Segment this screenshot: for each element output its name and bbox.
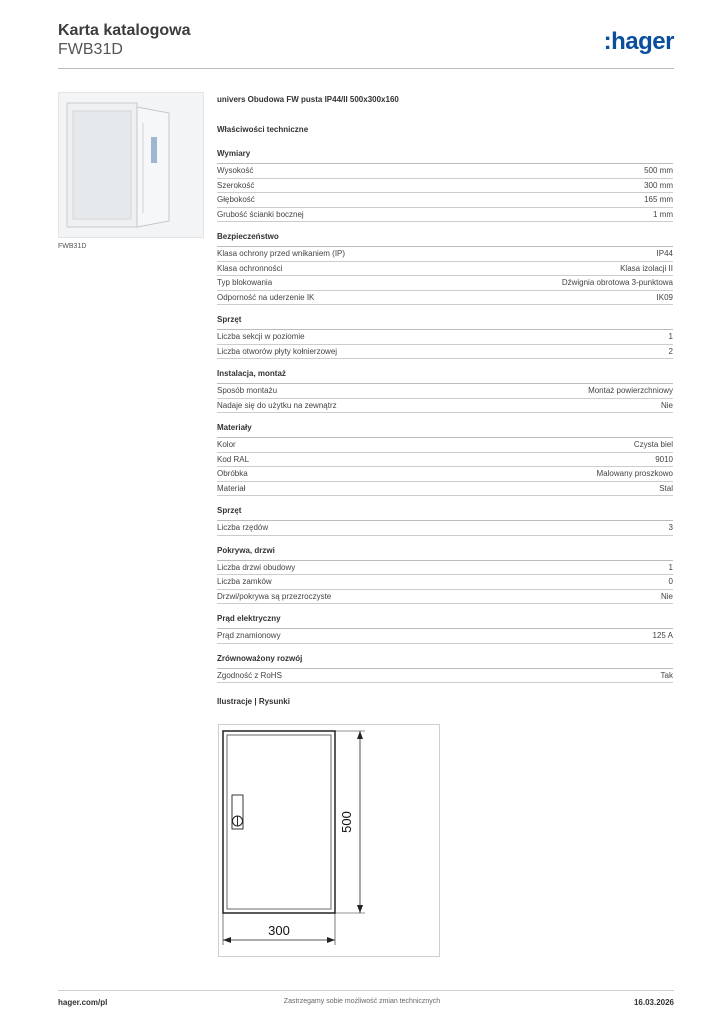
- spec-section: [217, 149, 673, 222]
- spec-value: IK09: [656, 292, 673, 302]
- spec-row: [217, 575, 673, 590]
- spec-row: [217, 669, 673, 684]
- spec-label: Klasa ochrony przed wnikaniem (IP): [217, 249, 346, 258]
- spec-value: 9010: [655, 454, 673, 464]
- spec-row: [217, 438, 673, 453]
- spec-row: [217, 208, 673, 223]
- spec-row: [217, 453, 673, 468]
- section-title: Instalacja, montaż: [217, 369, 673, 384]
- spec-label: Nadaje się do użytku na zewnątrz: [217, 400, 337, 410]
- spec-value: Tak: [660, 670, 673, 680]
- spec-value: Nie: [660, 591, 673, 601]
- section-title: Bezpieczeństwo: [217, 232, 673, 247]
- spec-label: Materiał: [217, 483, 246, 493]
- spec-row: [217, 164, 673, 179]
- spec-row: [217, 521, 673, 536]
- spec-value: Nie: [660, 400, 673, 410]
- spec-value: 1: [668, 562, 673, 572]
- section-title: Zrównoważony rozwój: [217, 654, 673, 669]
- spec-label: Kod RAL: [217, 454, 250, 464]
- page-header: [58, 20, 674, 66]
- section-title: Pokrywa, drzwi: [217, 546, 673, 561]
- spec-section: [217, 315, 673, 359]
- spec-section: [217, 232, 673, 305]
- spec-section: [217, 506, 673, 536]
- spec-row: [217, 482, 673, 497]
- spec-row: [217, 179, 673, 194]
- spec-value: 165 mm: [644, 195, 673, 204]
- spec-label: Liczba drzwi obudowy: [217, 562, 296, 572]
- spec-label: Drzwi/pokrywa są przezroczyste: [217, 591, 332, 601]
- spec-label: Wysokość: [217, 166, 254, 175]
- spec-value: 3: [668, 523, 673, 532]
- spec-row: [217, 561, 673, 576]
- product-photo: [58, 92, 204, 238]
- spec-value: 125 A: [652, 631, 673, 640]
- spec-label: Prąd znamionowy: [217, 631, 281, 640]
- section-title: Prąd elektryczny: [217, 614, 673, 629]
- spec-label: Szerokość: [217, 180, 255, 190]
- document-title: Karta katalogowa: [58, 22, 191, 39]
- spec-content: [217, 95, 673, 709]
- spec-row: [217, 193, 673, 208]
- spec-label: Obróbka: [217, 469, 248, 478]
- section-title: Materiały: [217, 423, 673, 438]
- spec-value: Stal: [659, 483, 673, 493]
- dimension-drawing: [219, 725, 439, 956]
- spec-label: Zgodność z RoHS: [217, 670, 282, 680]
- spec-row: [217, 262, 673, 277]
- spec-label: Liczba rzędów: [217, 523, 269, 532]
- section-title: Sprzęt: [217, 315, 673, 330]
- section-title: Sprzęt: [217, 506, 673, 521]
- illustrations-heading: Ilustracje | Rysunki: [217, 697, 290, 706]
- spec-value: 0: [668, 577, 673, 586]
- spec-value: 1: [668, 332, 673, 341]
- spec-row: [217, 330, 673, 345]
- spec-value: Malowany proszkowo: [596, 469, 673, 478]
- spec-section: [217, 369, 673, 413]
- enclosure-image: [59, 93, 203, 237]
- spec-label: Liczba otworów płyty kołnierzowej: [217, 346, 338, 356]
- technical-drawing: [218, 724, 440, 957]
- product-code: FWB31D: [58, 41, 123, 58]
- photo-caption: FWB31D: [58, 243, 87, 250]
- spec-value: 300 mm: [644, 180, 673, 190]
- spec-value: Montaż powierzchniowy: [588, 386, 673, 395]
- spec-label: Kolor: [217, 440, 236, 449]
- spec-label: Głębokość: [217, 195, 255, 204]
- spec-value: 500 mm: [644, 166, 673, 175]
- spec-row: [217, 590, 673, 605]
- spec-section: [217, 614, 673, 644]
- width-dimension-label: 300: [268, 923, 290, 938]
- spec-value: IP44: [656, 249, 673, 258]
- spec-section: [217, 654, 673, 684]
- spec-value: Klasa izolacji II: [620, 263, 673, 273]
- spec-row: [217, 467, 673, 482]
- footer-disclaimer: Zastrzegamy sobie możliwość zmian technicznych: [283, 998, 441, 1005]
- spec-value: 1 mm: [653, 209, 673, 219]
- section-title: Wymiary: [217, 149, 673, 164]
- spec-label: Liczba sekcji w poziomie: [217, 332, 305, 341]
- spec-row: [217, 629, 673, 644]
- spec-section: [217, 423, 673, 496]
- spec-label: Odporność na uderzenie IK: [217, 292, 315, 302]
- hager-logo: :hager: [603, 28, 674, 55]
- technical-properties-heading: Właściwości techniczne: [217, 125, 309, 134]
- spec-value: 2: [668, 346, 673, 356]
- spec-row: [217, 247, 673, 262]
- spec-label: Grubość ścianki bocznej: [217, 209, 304, 219]
- spec-row: [217, 384, 673, 399]
- spec-sections: [217, 149, 673, 683]
- spec-section: [217, 546, 673, 605]
- spec-row: [217, 345, 673, 360]
- spec-label: Typ blokowania: [217, 278, 273, 287]
- footer-website: hager.com/pl: [58, 998, 108, 1007]
- header-divider: [58, 68, 674, 69]
- spec-row: [217, 276, 673, 291]
- product-name: univers Obudowa FW pusta IP44/II 500x300x160: [217, 95, 399, 104]
- spec-label: Liczba zamków: [217, 577, 272, 586]
- spec-row: [217, 291, 673, 306]
- footer-divider: [58, 990, 674, 991]
- height-dimension-label: 500: [339, 811, 354, 833]
- spec-value: Dźwignia obrotowa 3-punktowa: [561, 278, 673, 287]
- footer-date: 16.03.2026: [633, 998, 674, 1007]
- spec-label: Sposób montażu: [217, 386, 278, 395]
- spec-value: Czysta biel: [633, 440, 673, 449]
- spec-label: Klasa ochronności: [217, 263, 283, 273]
- spec-row: [217, 399, 673, 414]
